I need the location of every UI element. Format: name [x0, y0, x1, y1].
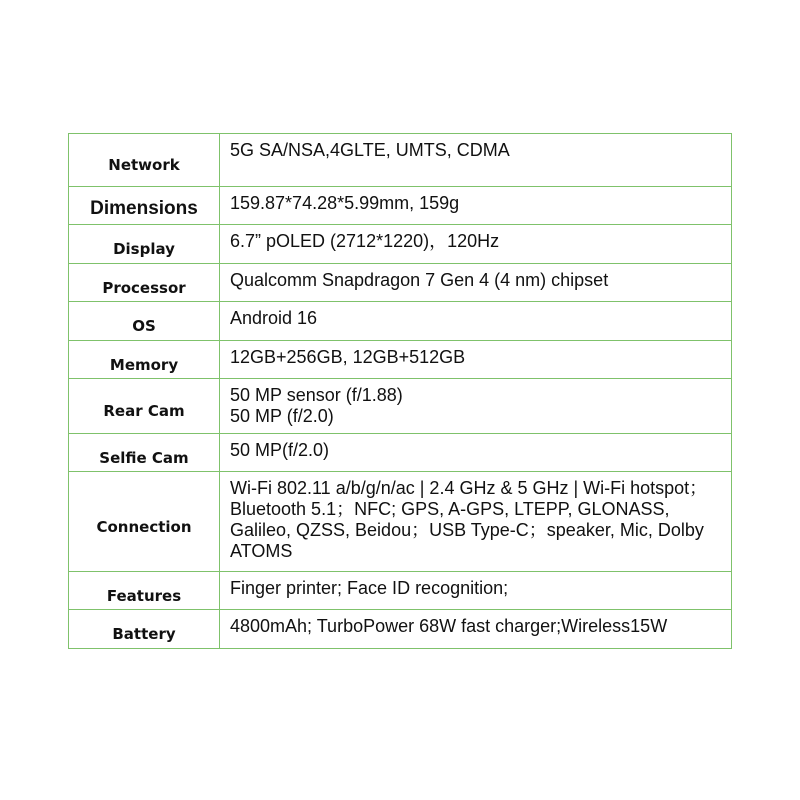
- value-line: 4800mAh; TurboPower 68W fast charger;Wireless15W: [230, 616, 668, 636]
- row-label-display: Display: [69, 225, 220, 264]
- row-label-battery: Battery: [69, 610, 220, 649]
- row-value-network: [220, 134, 732, 187]
- table-row: [69, 264, 732, 302]
- row-label-network: Network: [69, 134, 220, 187]
- table-row: [69, 302, 732, 341]
- table-row: [69, 379, 732, 434]
- table-row: [69, 341, 732, 379]
- value-line: Bluetooth 5.1；NFC; GPS, A-GPS, LTEPP, GLONASS,: [230, 499, 670, 519]
- table-row: [69, 472, 732, 572]
- row-value-battery: [220, 610, 732, 649]
- value-line: Finger printer; Face ID recognition;: [230, 578, 509, 598]
- value-line: 50 MP sensor (f/1.88): [230, 385, 403, 405]
- row-value-connection: [220, 472, 732, 572]
- row-label-rear-cam: Rear Cam: [69, 379, 220, 434]
- row-label-os: OS: [69, 302, 220, 341]
- table-row: [69, 572, 732, 610]
- spec-table: [68, 133, 732, 649]
- row-value-os: [220, 302, 732, 341]
- value-line: 50 MP (f/2.0): [230, 406, 334, 426]
- table-row: [69, 187, 732, 225]
- row-label-connection: Connection: [69, 472, 220, 572]
- row-value-rear-cam: [220, 379, 732, 434]
- value-line: Android 16: [230, 308, 318, 328]
- row-value-selfie-cam: [220, 434, 732, 472]
- value-line: Qualcomm Snapdragon 7 Gen 4 (4 nm) chipset: [230, 270, 609, 290]
- row-label-dimensions: Dimensions: [69, 187, 220, 225]
- table-row: [69, 434, 732, 472]
- value-line: 12GB+256GB, 12GB+512GB: [230, 347, 466, 367]
- row-label-memory: Memory: [69, 341, 220, 379]
- table-row: [69, 610, 732, 649]
- value-line: 6.7” pOLED (2712*1220)，120Hz: [230, 231, 500, 251]
- row-label-processor: Processor: [69, 264, 220, 302]
- table-row: [69, 225, 732, 264]
- row-value-display: [220, 225, 732, 264]
- value-line: 159.87*74.28*5.99mm, 159g: [230, 193, 460, 213]
- value-line: 50 MP(f/2.0): [230, 440, 330, 460]
- row-value-features: [220, 572, 732, 610]
- table-row: [69, 134, 732, 187]
- row-value-memory: [220, 341, 732, 379]
- value-line: Galileo, QZSS, Beidou；USB Type-C；speaker, Mic, Dolby: [230, 520, 704, 540]
- row-value-dimensions: [220, 187, 732, 225]
- value-line: 5G SA/NSA,4GLTE, UMTS, CDMA: [230, 140, 510, 160]
- value-line: ATOMS: [230, 541, 293, 561]
- row-value-processor: [220, 264, 732, 302]
- row-label-features: Features: [69, 572, 220, 610]
- value-line: Wi-Fi 802.11 a/b/g/n/ac | 2.4 GHz & 5 GHz | Wi-Fi hotspot；: [230, 478, 708, 498]
- row-label-selfie-cam: Selfie Cam: [69, 434, 220, 472]
